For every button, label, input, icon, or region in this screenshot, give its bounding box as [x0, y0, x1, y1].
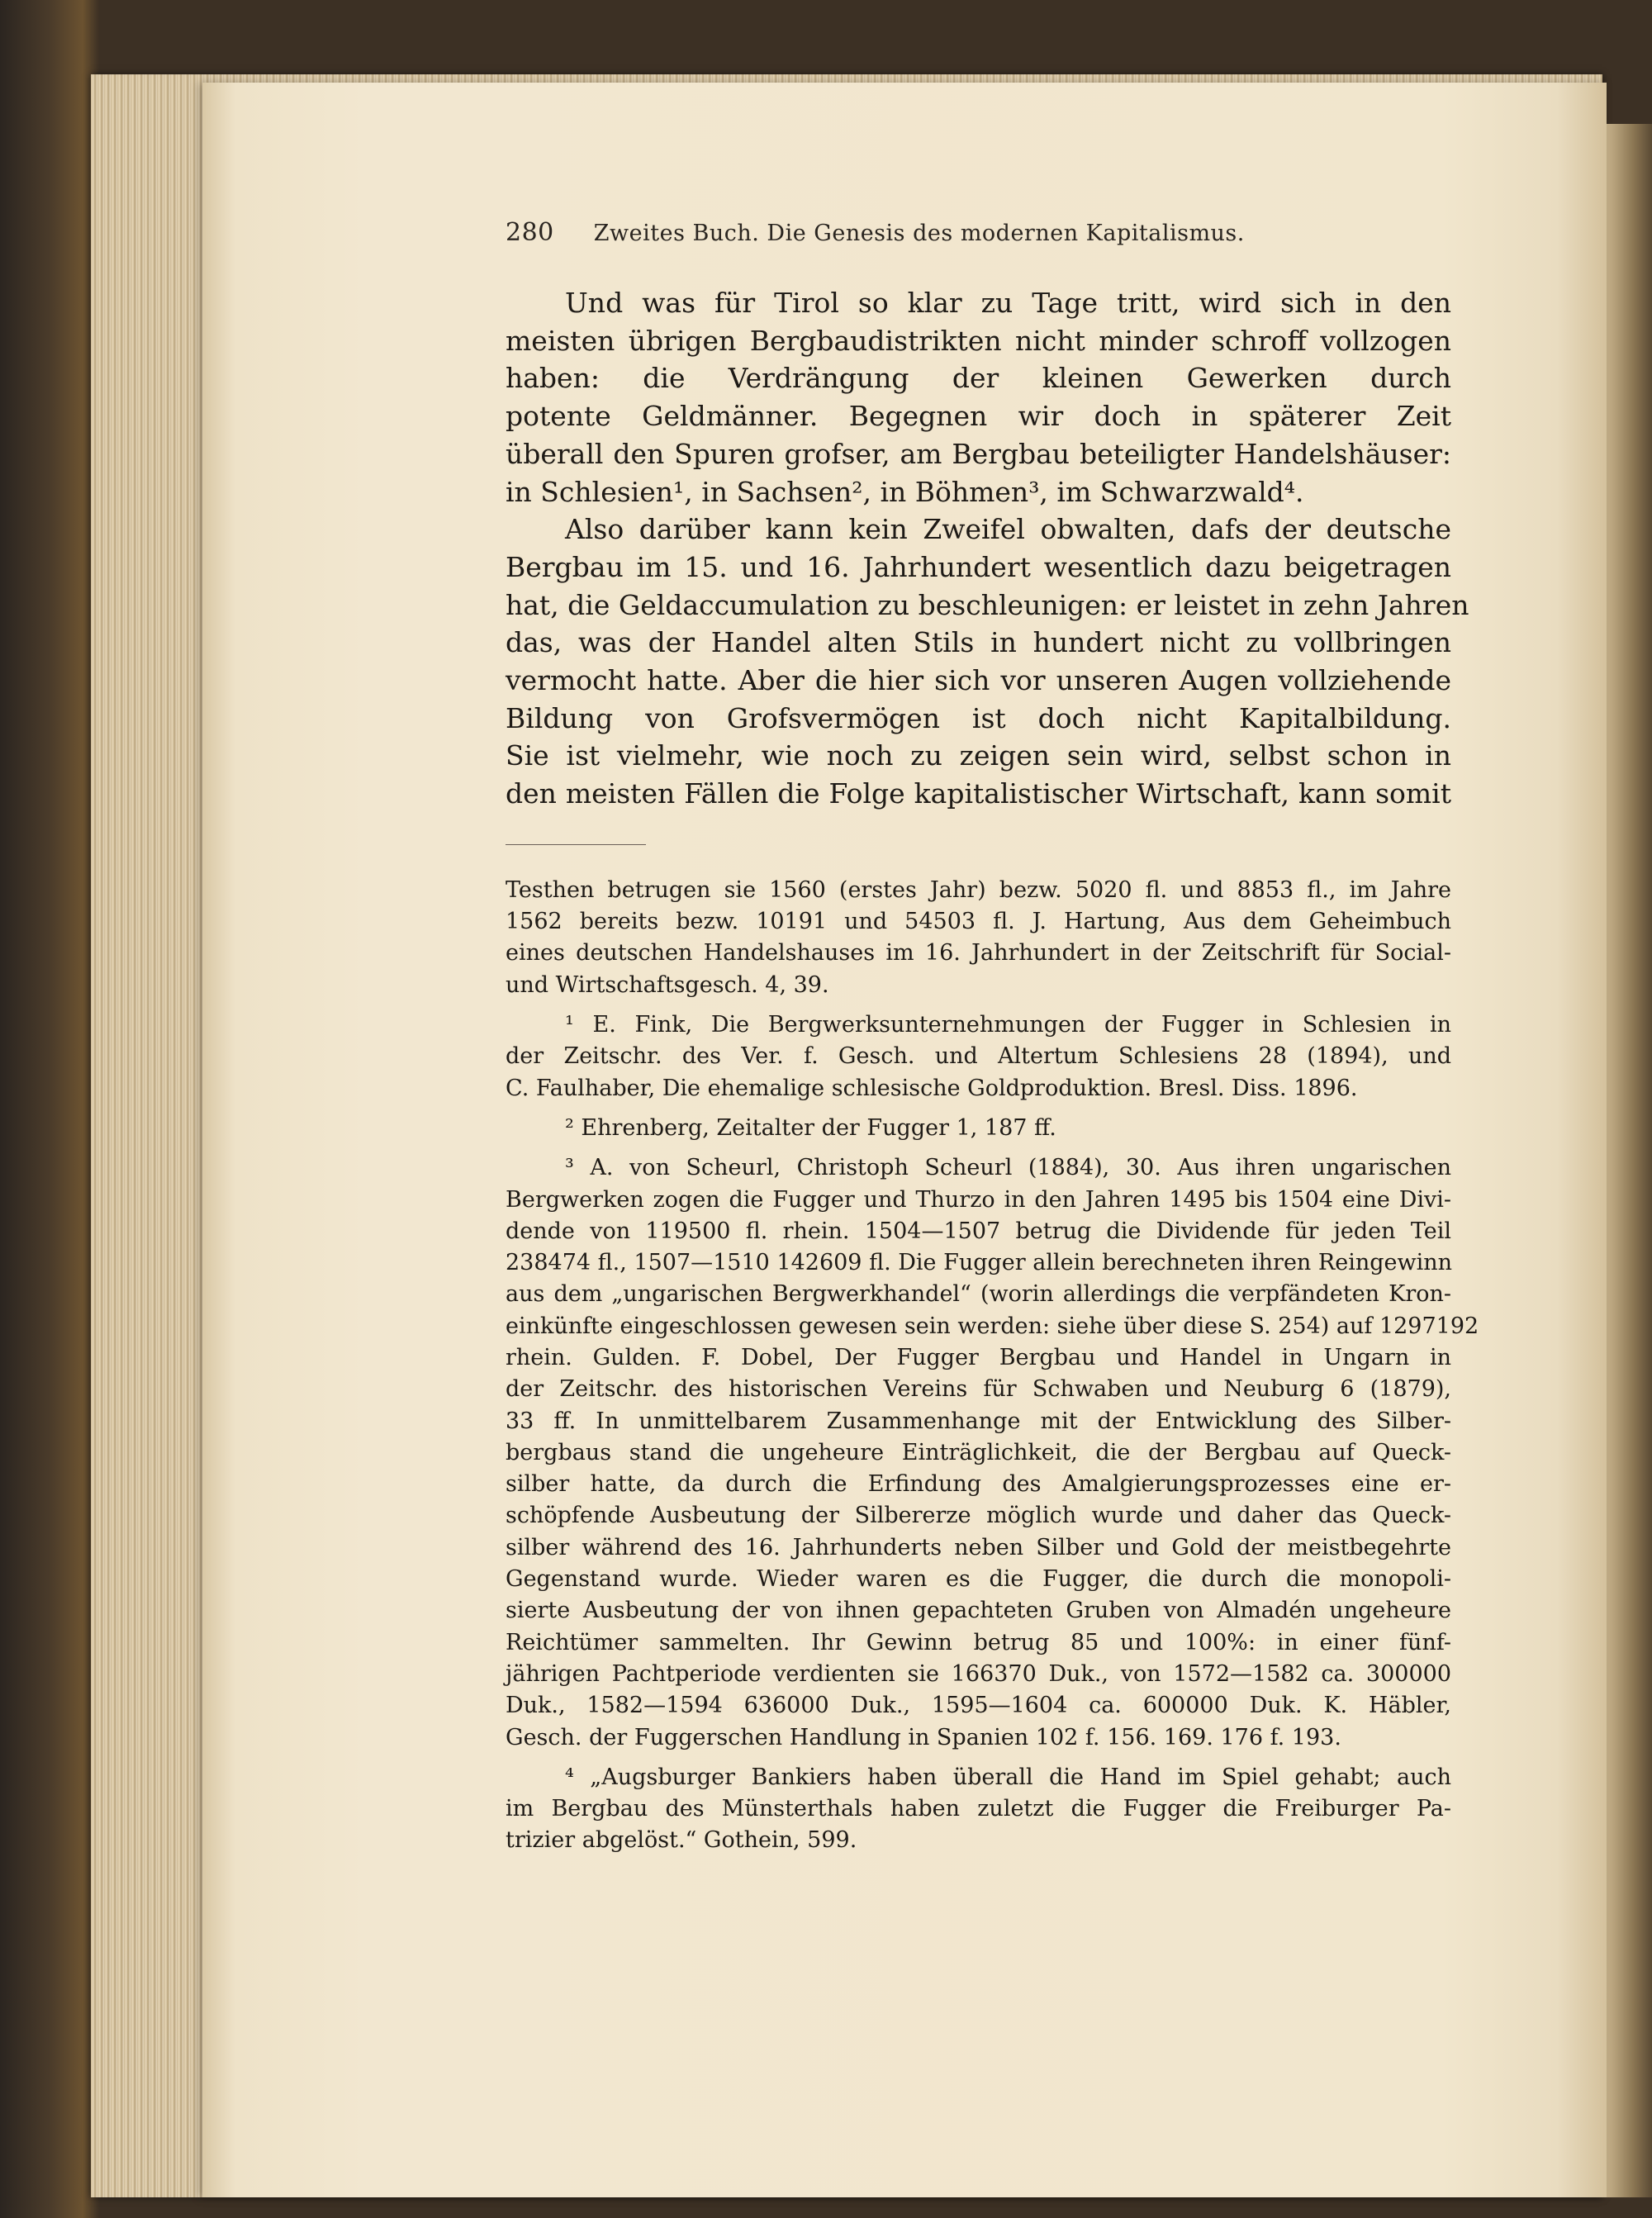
text-line: Bildung von Grofsvermögen ist doch nicht Kapitalbildung. — [506, 701, 1451, 734]
footnote-line: und Wirtschaftsgesch. 4, 39. — [506, 971, 829, 998]
footnote-line: eines deutschen Handelshauses im 16. Jahrhundert in der Zeitschrift für Social- — [506, 940, 1451, 967]
text-line: meisten übrigen Bergbaudistrikten nicht minder schroff vollzogen — [506, 324, 1451, 357]
text-line: hat, die Geldaccumulation zu beschleunigen: er leistet in zehn Jahren — [506, 588, 1469, 621]
footnote-line: der Zeitschr. des Ver. f. Gesch. und Altertum Schlesiens 28 (1894), und — [506, 1043, 1451, 1070]
footnote-line: ² Ehrenberg, Zeitalter der Fugger 1, 187 ff. — [565, 1114, 1056, 1141]
footnote-line: schöpfende Ausbeutung der Silbererze möglich wurde und daher das Queck- — [506, 1503, 1451, 1529]
footnote-line: C. Faulhaber, Die ehemalige schlesische Goldproduktion. Bresl. Diss. 1896. — [506, 1075, 1358, 1101]
page-text — [506, 218, 1479, 1857]
text-line: potente Geldmänner. Begegnen wir doch in späterer Zeit — [506, 400, 1451, 433]
footnote-line: aus dem „ungarischen Bergwerkhandel“ (worin allerdings die verpfändeten Kron- — [506, 1281, 1451, 1308]
footnote-line: Gegenstand wurde. Wieder waren es die Fugger, die durch die monopoli- — [506, 1566, 1451, 1593]
text-line: Und was für Tirol so klar zu Tage tritt, wird sich in den — [565, 287, 1451, 319]
text-line: Bergbau im 15. und 16. Jahrhundert wesentlich dazu beigetragen — [506, 550, 1451, 583]
footnote-line: Gesch. der Fuggerschen Handlung in Spanien 102 f. 156. 169. 176 f. 193. — [506, 1724, 1341, 1750]
footnote-line: Reichtümer sammelten. Ihr Gewinn betrug 85 und 100%: in einer fünf- — [506, 1629, 1451, 1655]
footnote-line: Bergwerken zogen die Fugger und Thurzo in den Jahren 1495 bis 1504 eine Divi- — [506, 1186, 1451, 1213]
footnote-line: bergbaus stand die ungeheure Einträglichkeit, die der Bergbau auf Queck- — [506, 1439, 1451, 1465]
paragraph-gap — [506, 1144, 1451, 1152]
text-line: das, was der Handel alten Stils in hundert nicht zu vollbringen — [506, 626, 1451, 659]
footnote-line: Testhen betrugen sie 1560 (erstes Jahr) bezw. 5020 fl. und 8853 fl., im Jahre — [506, 876, 1451, 903]
running-head — [506, 218, 1451, 268]
text-line: Also darüber kann kein Zweifel obwalten, dafs der deutsche — [565, 513, 1451, 546]
footnote-line: einkünfte eingeschlossen gewesen sein werden: siehe über diese S. 254) auf 1297192 — [506, 1313, 1479, 1339]
footnote-line: silber hatte, da durch die Erfindung des Amalgierungsprozesses eine er- — [506, 1471, 1451, 1498]
paragraph-gap — [506, 1754, 1451, 1762]
footnote-separator — [506, 844, 646, 845]
footnote-line: ³ A. von Scheurl, Christoph Scheurl (1884), 30. Aus ihren ungarischen — [565, 1155, 1451, 1181]
footnote-line: ⁴ „Augsburger Bankiers haben überall die Hand im Spiel gehabt; auch — [565, 1764, 1451, 1790]
footnote-line: sierte Ausbeutung der von ihnen gepachteten Gruben von Almadén ungeheure — [506, 1598, 1451, 1624]
footnote-line: silber während des 16. Jahrhunderts neben Silber und Gold der meistbegehrte — [506, 1534, 1451, 1560]
footnote-line: 238474 fl., 1507—1510 142609 fl. Die Fugger allein berechneten ihren Reingewinn — [506, 1250, 1453, 1276]
footnote-line: der Zeitschr. des historischen Vereins für Schwaben und Neuburg 6 (1879), — [506, 1376, 1451, 1403]
text-line: überall den Spuren grofser, am Bergbau beteiligter Handelshäuser: — [506, 437, 1451, 470]
footnote-line: rhein. Gulden. F. Dobel, Der Fugger Bergbau und Handel in Ungarn in — [506, 1345, 1451, 1370]
footnote-line: Duk., 1582—1594 636000 Duk., 1595—1604 ca. 600000 Duk. K. Häbler, — [506, 1693, 1451, 1719]
page-number: 280 — [506, 218, 554, 247]
footnote-line: im Bergbau des Münsterthals haben zuletzt die Fugger die Freiburger Pa- — [506, 1796, 1451, 1822]
paragraph-gap — [506, 1104, 1451, 1113]
facing-page-edge — [1607, 124, 1652, 2197]
paragraph-gap — [506, 1001, 1451, 1009]
footnote-line: dende von 119500 fl. rhein. 1504—1507 betrug die Dividende für jeden Teil — [506, 1218, 1451, 1244]
footnote-line: 1562 bereits bezw. 10191 und 54503 fl. J. Hartung, Aus dem Geheimbuch — [506, 909, 1451, 935]
running-title: Zweites Buch. Die Genesis des modernen Kapitalismus. — [593, 221, 1245, 246]
footnote-line: ¹ E. Fink, Die Bergwerksunternehmungen der Fugger in Schlesien in — [565, 1012, 1451, 1038]
footnote-line: jährigen Pachtperiode verdienten sie 166370 Duk., von 1572—1582 ca. 300000 — [506, 1660, 1451, 1687]
text-line: haben: die Verdrängung der kleinen Gewerken durch — [506, 362, 1451, 395]
text-line: den meisten Fällen die Folge kapitalistischer Wirtschaft, kann somit — [506, 777, 1451, 810]
main-text — [506, 284, 1469, 813]
text-line: Sie ist vielmehr, wie noch zu zeigen sein wird, selbst schon in — [506, 739, 1451, 772]
text-line: vermocht hatte. Aber die hier sich vor unseren Augen vollziehende — [506, 664, 1451, 697]
footnote-line: 33 ff. In unmittelbarem Zusammenhange mit der Entwicklung des Silber- — [506, 1408, 1451, 1434]
footnote-line: trizier abgelöst.“ Gothein, 599. — [506, 1827, 857, 1854]
footnotes — [506, 875, 1479, 1857]
text-line: in Schlesien¹, in Sachsen², in Böhmen³, im Schwarzwald⁴. — [506, 475, 1304, 508]
